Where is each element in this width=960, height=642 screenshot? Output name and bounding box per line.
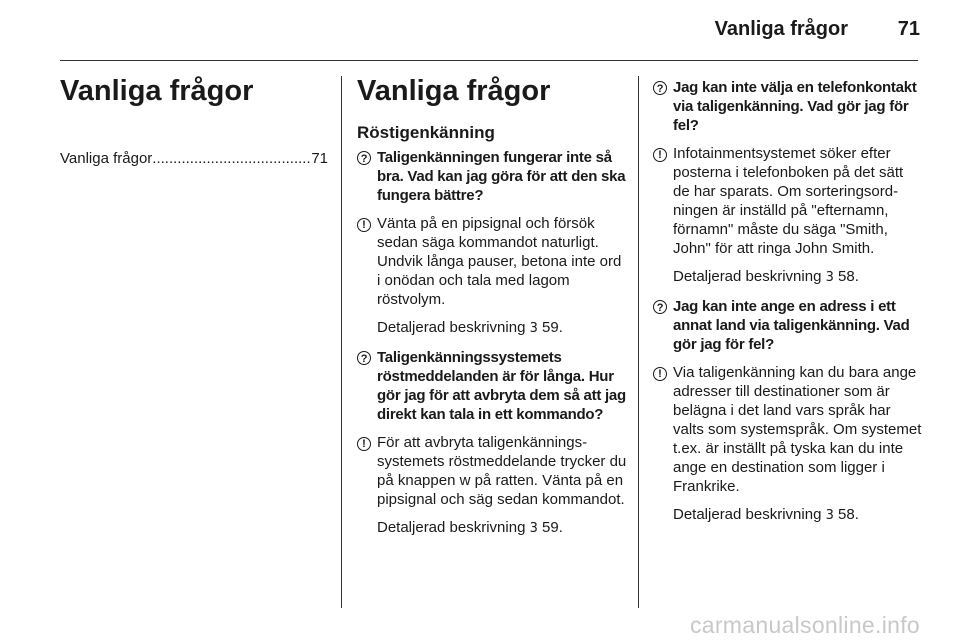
toc-leader-dots <box>152 150 311 167</box>
detail-reference-1[interactable]: Detaljerad beskrivning 3 59. <box>377 319 563 336</box>
detail-reference-3[interactable]: Detaljerad beskrivning 3 58. <box>673 268 859 285</box>
faq-question-3: ? Jag kan inte välja en telefonkontakt via taligenkänning. Vad gör jag för fel? <box>653 78 923 135</box>
exclamation-circle-icon: ! <box>653 363 669 382</box>
toc-entry-page: 71 <box>311 150 328 167</box>
toc-entry-label: Vanliga frågor <box>60 150 153 167</box>
exclamation-circle-icon: ! <box>357 433 373 452</box>
question-circle-icon: ? <box>357 348 373 367</box>
detail-reference-4[interactable]: Detaljerad beskrivning 3 58. <box>673 506 859 523</box>
main-column-left <box>357 74 627 538</box>
faq-answer-3: ! Infotainmentsystemet söker efter posterna i telefonboken på det sätt de har sparats. Om sorteringsordningen är inställd på "efternamn, förnamn" måste du säga "Smith, John" för att ringa John Smith. <box>653 144 923 258</box>
reference-page: 58. <box>838 506 859 523</box>
page-header-title: Vanliga frågor <box>714 18 848 40</box>
page-reference-arrow-icon: 3 <box>825 270 834 285</box>
section-heading: Vanliga frågor <box>357 75 551 107</box>
toc-heading: Vanliga frågor <box>60 75 254 107</box>
exclamation-circle-icon: ! <box>653 144 669 163</box>
page-reference-arrow-icon: 3 <box>825 508 834 523</box>
toc-entry[interactable] <box>60 150 328 167</box>
column-divider-2 <box>638 76 639 608</box>
faq-answer-1: ! Vänta på en pipsignal och försök sedan säga kommandot naturligt. Undvik långa pauser, betona inte ord i onödan och tala med lagom röstvolym. <box>357 214 627 309</box>
header-divider <box>60 60 918 61</box>
faq-answer-2: ! För att avbryta taligenkänningssystemets röstmeddelande trycker du på knappen w på ratten. Vänta på en pipsignal och säg sedan kommandot. <box>357 433 627 509</box>
question-circle-icon: ? <box>653 78 669 97</box>
question-circle-icon: ? <box>357 148 373 167</box>
site-watermark: carmanualsonline.info <box>689 612 920 638</box>
reference-page: 59. <box>542 519 563 536</box>
faq-answer-4: ! Via taligenkänning kan du bara ange adresser till destinationer som är belägna i det land vars språk har valts som systemspråk. Om systemet t.ex. är inställt på tyska kan du inte ange en destination som ligger i Frankrike. <box>653 363 923 496</box>
steering-voice-button-symbol: w <box>459 472 471 489</box>
faq-question-1: ? Taligenkänningen fungerar inte så bra. Vad kan jag göra för att den ska fungera bättre? <box>357 148 627 205</box>
exclamation-circle-icon: ! <box>357 214 373 233</box>
page-reference-arrow-icon: 3 <box>529 521 538 536</box>
detail-reference-2[interactable]: Detaljerad beskrivning 3 59. <box>377 519 563 536</box>
question-circle-icon: ? <box>653 297 669 316</box>
reference-page: 59. <box>542 319 563 336</box>
main-column-right <box>653 78 923 525</box>
faq-question-4: ? Jag kan inte ange en adress i ett annat land via taligenkänning. Vad gör jag för fel? <box>653 297 923 354</box>
section-subheading: Röstigenkänning <box>357 123 495 142</box>
page-reference-arrow-icon: 3 <box>529 321 538 336</box>
page-number: 71 <box>897 18 920 40</box>
faq-question-2: ? Taligenkänningssystemets röstmeddelanden är för långa. Hur gör jag för att avbryta dem så att jag direkt kan tala in ett kommando? <box>357 348 627 424</box>
toc-column <box>60 74 328 167</box>
column-divider-1 <box>341 76 342 608</box>
reference-page: 58. <box>838 268 859 285</box>
